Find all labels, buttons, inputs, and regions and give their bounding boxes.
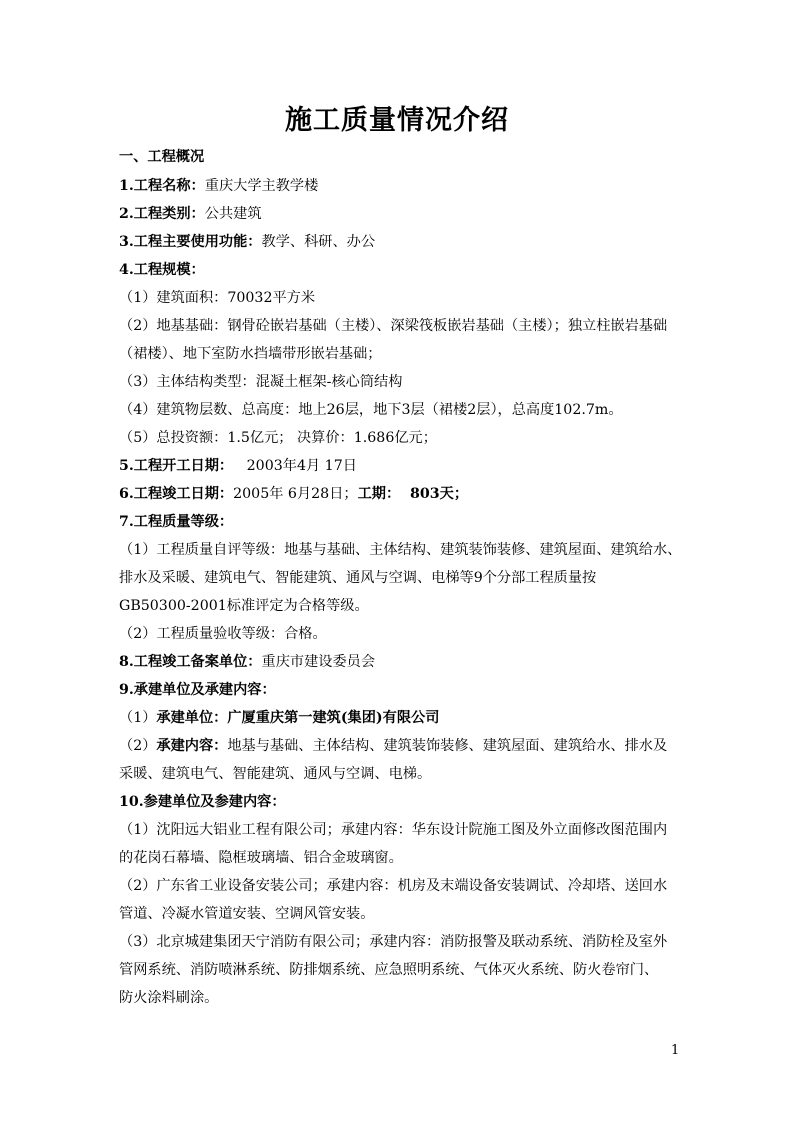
scale-item-foundation: （2）地基基础：钢骨砼嵌岩基础（主楼）、深梁筏板嵌岩基础（主楼）；独立柱嵌岩基础 [119,318,668,334]
quality-self-eval-cont2: GB50300-2001标准评定为合格等级。 [119,598,369,614]
scale-item-area: （1）建筑面积：70032平方米 [119,290,316,306]
scale-item-structure: （3）主体结构类型：混凝土框架-核心筒结构 [119,374,403,390]
participant-3-cont: 管网系统、消防喷淋系统、防排烟系统、应急照明系统、气体灭火系统、防火卷帘门、 [119,962,659,978]
project-function-line: 3.工程主要使用功能：教学、科研、办公 [119,234,376,250]
participant-1-cont: 的花岗石幕墙、隐框玻璃墙、铝合金玻璃窗。 [119,850,403,866]
contractor-content-cont: 采暖、建筑电气、智能建筑、通风与空调、电梯。 [119,766,432,782]
quality-grade-heading: 7.工程质量等级： [119,514,234,530]
project-category-line: 2.工程类别：公共建筑 [119,206,262,222]
contractor-unit-line: （1）承建单位：广厦重庆第一建筑(集团)有限公司 [119,710,440,726]
contractor-content-line: （2）承建内容：地基与基础、主体结构、建筑装饰装修、建筑屋面、建筑给水、排水及 [119,738,668,754]
contractor-heading: 9.承建单位及承建内容： [119,682,276,698]
scale-item-investment: （5）总投资额：1.5亿元； 决算价：1.686亿元； [119,430,437,446]
page-title: 施工质量情况介绍 [285,105,509,136]
project-scale-heading: 4.工程规模： [119,262,205,278]
filing-unit-line: 8.工程竣工备案单位：重庆市建设委员会 [119,654,376,670]
section-heading-overview: 一、工程概况 [119,149,205,165]
completion-date-line: 6.工程竣工日期：2005年 6月28日；工期： 803天； [119,486,469,502]
participant-3-cont2: 防火涂料刷涂。 [119,990,219,1006]
participants-heading: 10.参建单位及参建内容： [119,794,286,810]
scale-item-foundation-cont: （裙楼）、地下室防水挡墙带形嵌岩基础； [119,346,382,362]
quality-self-eval-cont: 排水及采暖、建筑电气、智能建筑、通风与空调、电梯等9个分部工程质量按 [119,570,597,586]
page-number: 1 [671,1043,680,1058]
participant-1-line: （1）沈阳远大铝业工程有限公司；承建内容：华东设计院施工图及外立面修改图范围内 [119,822,668,838]
quality-self-eval-line: （1）工程质量自评等级：地基与基础、主体结构、建筑装饰装修、建筑屋面、建筑给水、 [119,542,682,558]
participant-3-line: （3）北京城建集团天宁消防有限公司；承建内容：消防报警及联动系统、消防栓及室外 [119,934,668,950]
project-name-line: 1.工程名称：重庆大学主教学楼 [119,178,319,194]
participant-2-line: （2）广东省工业设备安装公司；承建内容：机房及末端设备安装调试、冷却塔、送回水 [119,878,668,894]
participant-2-cont: 管道、冷凝水管道安装、空调风管安装。 [119,906,375,922]
scale-item-floors: （4）建筑物层数、总高度：地上26层，地下3层（裙楼2层），总高度102.7m。 [119,402,623,418]
quality-acceptance-line: （2）工程质量验收等级：合格。 [119,626,327,642]
start-date-line: 5.工程开工日期： 2003年4月 17日 [119,458,357,474]
